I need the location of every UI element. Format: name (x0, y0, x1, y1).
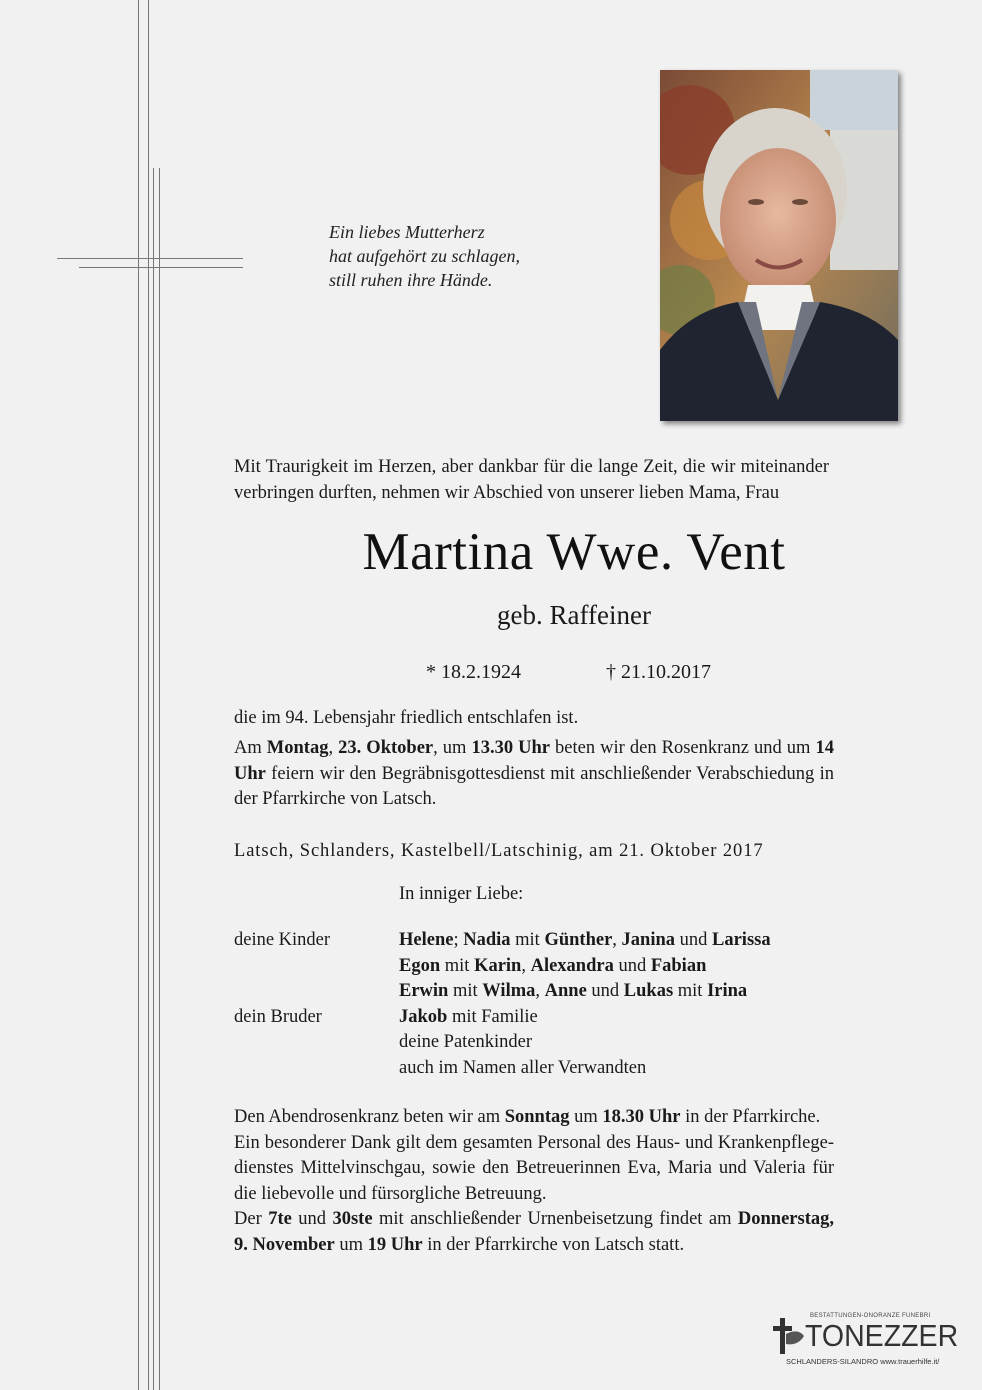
text-span: und (591, 981, 620, 1001)
text-span: Den Abendrosenkranz beten wir am (234, 1107, 505, 1127)
mourner-row (399, 1005, 538, 1031)
cross-vertical-line-right (148, 0, 149, 1390)
mourner-name: Lukas (623, 981, 674, 1001)
urn-date: 9. November (234, 1234, 335, 1255)
mourner-name: Nadia (463, 930, 511, 950)
portrait-photo (660, 70, 898, 421)
funeral-date: 23. Oktober (338, 738, 434, 758)
mourner-name: Irina (707, 981, 748, 1001)
urn-day: Donnerstag, (737, 1209, 835, 1229)
quote-line: hat aufgehört zu schlagen, (329, 246, 520, 266)
mourner-name: Anne (544, 981, 587, 1001)
text-span: um (334, 1234, 368, 1255)
mourner-name: Egon (399, 955, 441, 976)
logo-location: SCHLANDERS-SILANDRO (786, 1357, 879, 1366)
cross-dove-icon (772, 1316, 806, 1356)
cross-vertical-line-left (138, 0, 139, 1390)
brother-label: dein Bruder (234, 1006, 322, 1027)
quote-line: Ein liebes Mutterherz (329, 222, 485, 242)
cross-vertical-short-left (153, 168, 154, 1390)
text-span: mit Familie (451, 1006, 538, 1027)
text-span: feiern wir den Begräbnisgottesdienst mit anschließender Verabschiedung in der Pfarrkirche von Latsch. (234, 763, 834, 809)
rosary-evening-time: 18.30 Uhr (602, 1107, 681, 1127)
mourner-row: Erwin mit Wilma, Anne und Lukas mit Irina (399, 981, 748, 1001)
mourner-name: Jakob (399, 1006, 448, 1027)
memorial-quote (329, 220, 589, 292)
mourner-name: Wilma (482, 981, 536, 1001)
text-span: in der Pfarrkirche. (680, 1107, 821, 1127)
mourner-name: Larissa (712, 930, 771, 950)
funeral-home-logo (772, 1312, 959, 1372)
text-span: mit anschließender Urnenbeisetzung findet am (372, 1209, 738, 1229)
quote-line: still ruhen ihre Hände. (329, 270, 493, 290)
text-span: mit (444, 955, 470, 976)
text-span: , (328, 738, 339, 758)
text-span: Am (234, 738, 267, 758)
logo-footer (786, 1357, 939, 1366)
text-span: mit (452, 981, 478, 1001)
urn-time: 19 Uhr (367, 1234, 423, 1255)
text-span: Der (234, 1209, 269, 1229)
text-span: mit (515, 930, 540, 950)
text-span: und (618, 955, 647, 976)
mourner-name: Fabian (650, 955, 707, 976)
text-span: um (569, 1107, 603, 1127)
cross-horizontal-line-bottom (79, 267, 243, 268)
mourner-row: deine Patenkinder (399, 1032, 533, 1052)
deceased-name: Martina Wwe. Vent (362, 523, 786, 581)
children-label: deine Kinder (234, 930, 331, 950)
closing-rosary (234, 1105, 834, 1131)
funeral-paragraph (234, 736, 834, 813)
in-loving-memory: In inniger Liebe: (399, 884, 524, 904)
rosary-time: 13.30 Uhr (471, 738, 551, 758)
rosary-day: Sonntag (504, 1107, 570, 1127)
mourner-name: Helene (399, 930, 454, 950)
closing-thanks: Ein besonderer Dank gilt dem gesamten Personal des Haus- und Krankenpflegedienstes Mittelvinschgau, sowie den Betreuerinnen Eva, Maria und Valeria für die liebevolle und fürsorgliche Betreuung. (234, 1132, 834, 1204)
logo-name: TONEZZER (805, 1318, 959, 1353)
text-span: in der Pfarrkirche von Latsch statt. (422, 1234, 685, 1255)
mourner-name: Erwin (399, 981, 449, 1001)
logo-website: www.trauerhilfe.it/ (880, 1357, 940, 1366)
logo-tagline: BESTATTUNGEN-ONORANZE FUNEBRI (810, 1313, 931, 1319)
text-span: beten wir den Rosenkranz und um (550, 738, 816, 758)
text-span: mit (677, 981, 703, 1001)
mourner-name: Alexandra (530, 955, 614, 976)
text-span: , um (433, 738, 472, 758)
intro-paragraph: Mit Traurigkeit im Herzen, aber dankbar für die lange Zeit, die wir miteinander verbringen durften, nehmen wir Abschied von unserer lieben Mama, Frau (234, 457, 829, 503)
cross-vertical-short-right (159, 168, 160, 1390)
place-and-date: Latsch, Schlanders, Kastelbell/Latschinig, am 21. Oktober 2017 (234, 841, 764, 861)
text-span: ; (453, 930, 464, 950)
funeral-day: Montag (266, 738, 329, 758)
birth-date: * 18.2.1924 (426, 661, 521, 683)
mass-7th: 7te (268, 1209, 292, 1229)
death-date: † 21.10.2017 (606, 661, 711, 683)
text-span: und (291, 1209, 333, 1229)
mourner-row: Egon mit Karin, Alexandra und Fabian (399, 955, 707, 976)
birth-name: geb. Raffeiner (497, 600, 651, 630)
text-span: und (679, 930, 708, 950)
mourner-name: Karin (474, 955, 522, 976)
mass-30th: 30ste (332, 1209, 373, 1229)
cross-horizontal-line-top (57, 258, 243, 259)
closing-urn (234, 1207, 834, 1258)
service-time: 14 Uhr (234, 738, 834, 784)
closing-paragraph (234, 1105, 834, 1258)
mourner-row: Helene; Nadia mit Günther, Janina und Larissa (399, 930, 771, 950)
mourner-name: Günther (544, 930, 613, 950)
age-line: die im 94. Lebensjahr friedlich entschlafen ist. (234, 708, 579, 728)
mourner-name: Janina (621, 930, 675, 950)
mourner-row: auch im Namen aller Verwandten (399, 1057, 647, 1078)
